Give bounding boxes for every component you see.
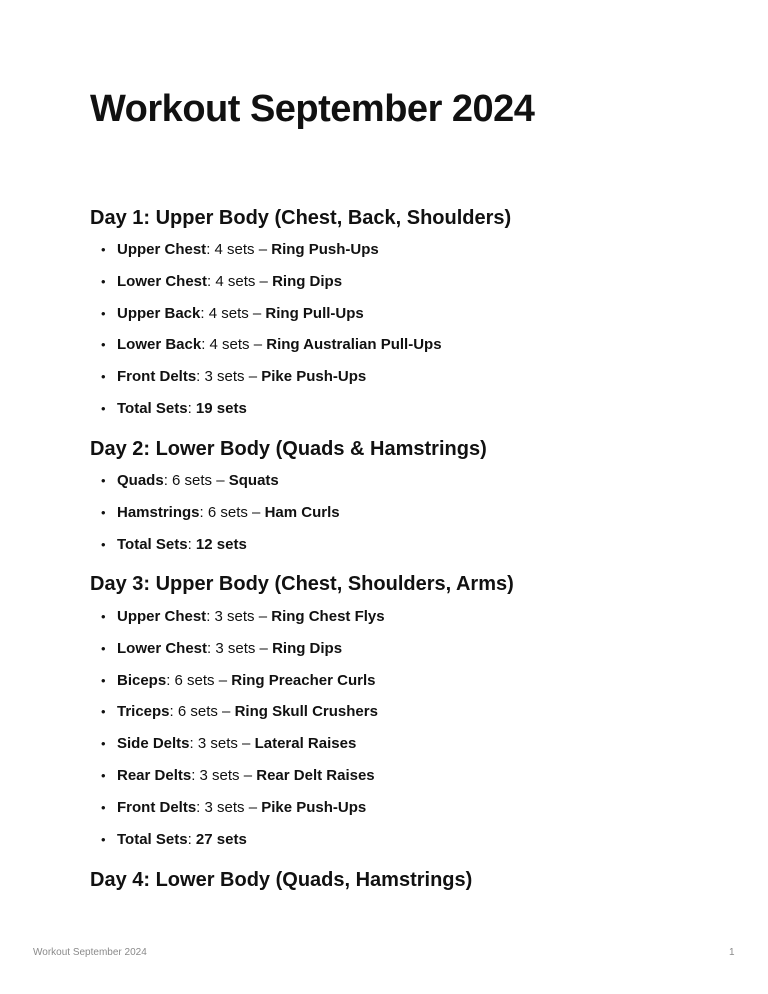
document-title: Workout September 2024 (90, 88, 535, 130)
day-heading: Day 4: Lower Body (Quads, Hamstrings) (90, 869, 473, 891)
exercise-name: Ring Australian Pull-Ups (266, 336, 442, 354)
set-count: 6 sets – (167, 472, 229, 489)
list-item (90, 601, 710, 633)
exercise-name: Ham Curls (264, 503, 340, 521)
exercise-name: Pike Push-Ups (261, 798, 367, 816)
muscle-group: Quads (117, 472, 164, 489)
bullet-icon: • (101, 400, 106, 416)
bullet-icon: • (101, 305, 106, 321)
bullet-icon: • (101, 242, 106, 257)
day-section-3 (90, 570, 710, 855)
set-count: 4 sets – (205, 336, 267, 354)
bullet-icon: • (101, 672, 106, 688)
muscle-group: Lower Chest (117, 639, 208, 657)
total-sets-item (90, 824, 710, 856)
separator: : (189, 735, 194, 753)
bullet-icon: • (101, 273, 106, 289)
bullet-icon: • (101, 767, 106, 783)
bullet-icon: • (101, 831, 106, 847)
list-item (90, 665, 710, 697)
list-item (90, 792, 710, 824)
separator: : (166, 671, 171, 689)
list-item (90, 329, 710, 361)
total-label: Total Sets (117, 535, 188, 553)
muscle-group: Upper Chest (117, 608, 207, 625)
footer-document-title: Workout September 2024 (33, 947, 147, 958)
separator: : (163, 472, 168, 489)
muscle-group: Side Delts (117, 735, 190, 753)
day-heading: Day 3: Upper Body (Chest, Shoulders, Arms) (90, 573, 514, 595)
list-item (90, 497, 710, 529)
total-value: 27 sets (195, 830, 247, 848)
muscle-group: Front Delts (117, 368, 197, 386)
bullet-icon: • (101, 799, 106, 815)
separator: : (187, 535, 196, 553)
set-count: 3 sets – (195, 766, 257, 784)
total-label: Total Sets (117, 399, 188, 417)
separator: : (206, 241, 211, 258)
total-sets-item (90, 393, 710, 425)
set-count: 3 sets – (200, 368, 262, 386)
set-count: 4 sets – (210, 241, 272, 258)
day-heading: Day 2: Lower Body (Quads & Hamstrings) (90, 438, 487, 460)
muscle-group: Front Delts (117, 798, 197, 816)
exercise-name: Ring Preacher Curls (231, 671, 376, 689)
list-item (90, 465, 710, 497)
separator: : (196, 368, 201, 386)
exercise-name: Ring Skull Crushers (234, 703, 378, 721)
set-count: 6 sets – (170, 671, 232, 689)
exercise-list (90, 234, 710, 425)
list-item (90, 696, 710, 728)
set-count: 3 sets – (211, 639, 273, 657)
set-count: 6 sets – (203, 503, 265, 521)
separator: : (207, 272, 212, 290)
list-item (90, 728, 710, 760)
muscle-group: Triceps (117, 703, 170, 721)
separator: : (196, 798, 201, 816)
exercise-name: Ring Push-Ups (271, 241, 379, 258)
muscle-group: Lower Chest (117, 272, 208, 290)
separator: : (199, 503, 204, 521)
muscle-group: Lower Back (117, 336, 202, 354)
day-section-4 (90, 866, 710, 894)
list-item (90, 633, 710, 665)
exercise-name: Pike Push-Ups (261, 368, 367, 386)
set-count: 3 sets – (200, 798, 262, 816)
exercise-name: Rear Delt Raises (256, 766, 375, 784)
exercise-name: Ring Dips (272, 272, 343, 290)
total-value: 19 sets (195, 399, 247, 417)
bullet-icon: • (101, 704, 106, 720)
day-section-1 (90, 204, 710, 425)
muscle-group: Biceps (117, 671, 167, 689)
exercise-list (90, 465, 710, 560)
day-heading: Day 1: Upper Body (Chest, Back, Shoulders) (90, 207, 512, 229)
separator: : (191, 766, 196, 784)
list-item (90, 266, 710, 298)
set-count: 4 sets – (211, 272, 273, 290)
muscle-group: Upper Back (117, 304, 201, 322)
set-count: 4 sets – (204, 304, 266, 322)
separator: : (201, 336, 206, 354)
set-count: 6 sets – (173, 703, 235, 721)
bullet-icon: • (101, 640, 106, 656)
bullet-icon: • (101, 369, 106, 385)
footer-page-number: 1 (729, 947, 735, 958)
day-section-2 (90, 435, 710, 560)
bullet-icon: • (101, 473, 106, 488)
set-count: 3 sets – (193, 735, 255, 753)
separator: : (200, 304, 205, 322)
muscle-group: Upper Chest (117, 241, 207, 258)
exercise-name: Lateral Raises (254, 735, 357, 753)
list-item (90, 760, 710, 792)
list-item (90, 361, 710, 393)
set-count: 3 sets – (210, 608, 272, 625)
separator: : (187, 399, 196, 417)
total-value: 12 sets (195, 535, 247, 553)
bullet-icon: • (101, 337, 106, 353)
separator: : (206, 608, 211, 625)
exercise-name: Ring Chest Flys (271, 608, 385, 625)
bullet-icon: • (101, 504, 106, 520)
exercise-name: Squats (228, 472, 279, 489)
exercise-list (90, 601, 710, 855)
bullet-icon: • (101, 609, 106, 624)
total-label: Total Sets (117, 830, 188, 848)
exercise-name: Ring Dips (272, 639, 343, 657)
muscle-group: Hamstrings (117, 503, 200, 521)
list-item (90, 298, 710, 330)
separator: : (207, 639, 212, 657)
list-item (90, 234, 710, 266)
muscle-group: Rear Delts (117, 766, 192, 784)
separator: : (169, 703, 174, 721)
total-sets-item (90, 529, 710, 561)
exercise-name: Ring Pull-Ups (265, 304, 364, 322)
bullet-icon: • (101, 736, 106, 752)
bullet-icon: • (101, 536, 106, 552)
separator: : (187, 830, 196, 848)
